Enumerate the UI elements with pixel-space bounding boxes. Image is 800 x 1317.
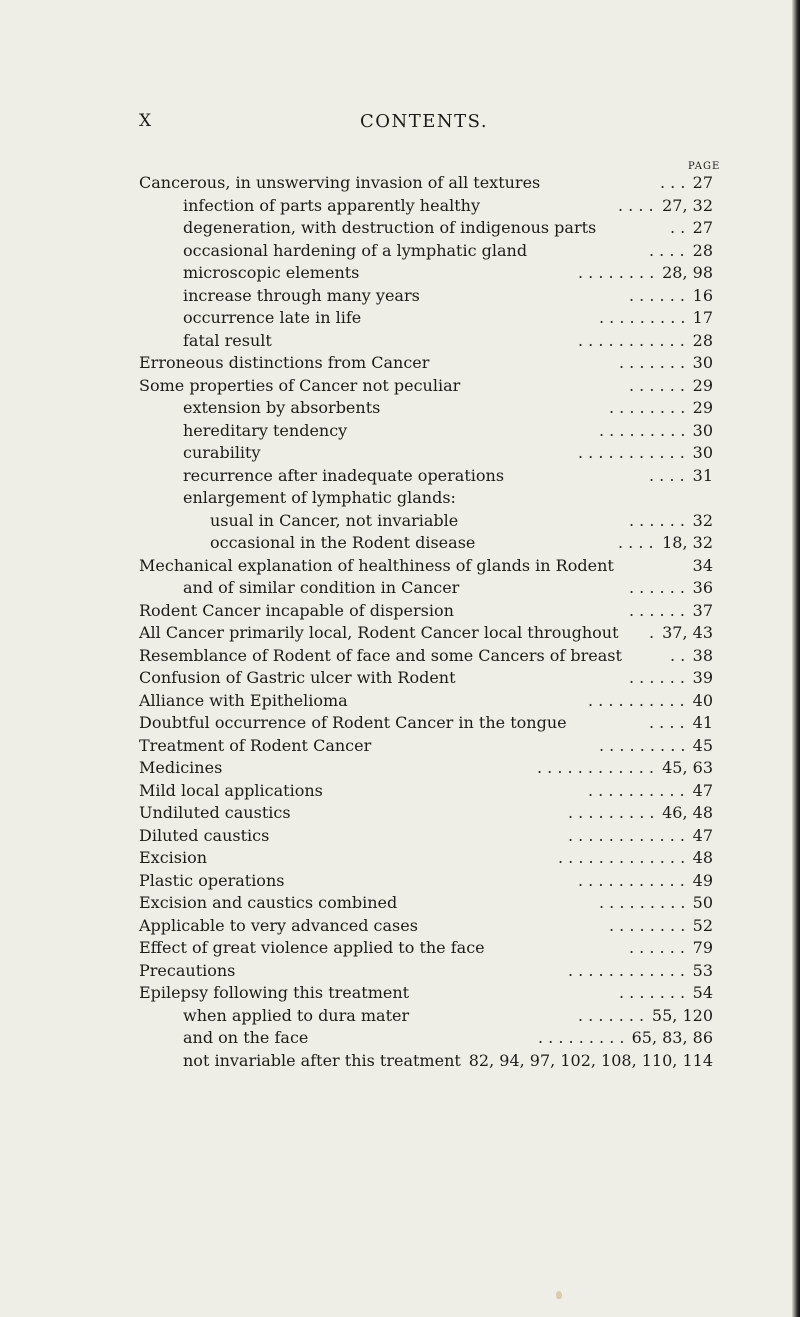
entry-page-numbers: 52 — [692, 915, 713, 935]
running-title: CONTENTS. — [360, 111, 489, 132]
paper-speck — [556, 1291, 562, 1299]
entry-title: and on the face — [183, 1028, 309, 1047]
contents-entry — [0, 510, 800, 533]
entry-title: Mechanical explanation of healthiness of glands in Rodent — [139, 555, 614, 575]
entry-title: Medicines — [139, 758, 223, 777]
contents-entry — [0, 577, 800, 600]
entry-title: Diluted caustics — [139, 825, 270, 845]
dot-leader: . . . . . . . . . . . . . — [558, 848, 686, 867]
entry-page-numbers: 28 — [692, 240, 713, 260]
dot-leader: . . . . . . . — [578, 1005, 645, 1025]
dot-leader: . . . . . . — [629, 668, 685, 687]
entry-title: Resemblance of Rodent of face and some Cancers of breast — [139, 645, 622, 665]
contents-entry — [0, 532, 800, 555]
entry-title: Effect of great violence applied to the face — [139, 938, 485, 957]
entry-page-numbers: 34 — [692, 555, 713, 575]
contents-entry — [0, 262, 800, 285]
contents-entry — [0, 397, 800, 420]
contents-entry — [0, 352, 800, 375]
dot-leader: . . . . . . . . . . . — [578, 870, 685, 890]
dot-leader: . . . . . . . . — [578, 263, 655, 282]
entry-page-numbers: 39 — [692, 668, 713, 687]
dot-leader: . . . . . . — [629, 375, 685, 395]
entry-page-numbers: 45 — [692, 735, 713, 755]
dot-leader: . . . . . . — [629, 578, 685, 597]
entry-page-numbers: 16 — [692, 285, 713, 305]
entry-title: Plastic operations — [139, 870, 285, 890]
entry-title: and of similar condition in Cancer — [183, 578, 460, 597]
contents-entry — [0, 420, 800, 443]
contents-entry — [0, 982, 800, 1005]
contents-entry — [0, 1005, 800, 1028]
entry-title: Confusion of Gastric ulcer with Rodent — [139, 668, 456, 687]
entry-page-numbers: 79 — [692, 938, 713, 957]
contents-entry — [0, 825, 800, 848]
entry-title: curability — [183, 443, 261, 462]
entry-title: Excision and caustics combined — [139, 893, 398, 912]
contents-entry — [0, 172, 800, 195]
dot-leader: . . . — [660, 173, 686, 192]
entry-page-numbers: 28, 98 — [662, 263, 713, 282]
contents-entry — [0, 735, 800, 758]
contents-entry — [0, 960, 800, 983]
dot-leader: . . . . . . . . . . — [588, 690, 685, 710]
entry-title: usual in Cancer, not invariable — [210, 510, 459, 530]
entry-page-numbers: 46, 48 — [662, 803, 713, 822]
dot-leader: . . . . . . . . . . . — [578, 330, 685, 350]
entry-page-numbers: 41 — [692, 713, 713, 732]
contents-entry — [0, 330, 800, 353]
contents-entry — [0, 600, 800, 623]
entry-title: Cancerous, in unswerving invasion of all textures — [139, 173, 541, 192]
dot-leader: . . . . . . . . . — [599, 735, 686, 755]
entry-title: Alliance with Epithelioma — [139, 690, 348, 710]
dot-leader: . . . . — [618, 195, 654, 215]
contents-entry — [0, 645, 800, 668]
entry-title: enlargement of lymphatic glands: — [183, 488, 456, 507]
entry-title: when applied to dura mater — [183, 1005, 410, 1025]
contents-entry — [0, 285, 800, 308]
contents-list — [0, 172, 800, 1072]
dot-leader: . . . . . . . . — [609, 398, 686, 417]
entry-page-numbers: 49 — [692, 870, 713, 890]
entry-page-numbers: 29 — [692, 398, 713, 417]
entry-page-numbers: 31 — [692, 465, 713, 485]
entry-title: Epilepsy following this treatment — [139, 983, 410, 1002]
dot-leader: . . . . . . — [629, 285, 685, 305]
entry-title: Mild local applications — [139, 780, 323, 800]
dot-leader: . . . . . . . — [619, 983, 686, 1002]
entry-title: Precautions — [139, 960, 236, 980]
dot-leader: . . . . . . — [629, 938, 685, 957]
entry-page-numbers: 48 — [692, 848, 713, 867]
contents-entry — [0, 442, 800, 465]
entry-title: Treatment of Rodent Cancer — [139, 735, 372, 755]
entry-page-numbers: 47 — [692, 780, 713, 800]
contents-entry — [0, 870, 800, 893]
contents-entry — [0, 307, 800, 330]
contents-entry — [0, 667, 800, 690]
entry-title: degeneration, with destruction of indigenous parts — [183, 218, 597, 237]
dot-leader: . . . . . . . . . . . . — [568, 960, 685, 980]
entry-title: occasional in the Rodent disease — [210, 533, 476, 552]
dot-leader: . . — [670, 218, 686, 237]
dot-leader: . . . . . . . . . . . — [578, 443, 685, 462]
entry-page-numbers: 82, 94, 97, 102, 108, 110, 114 — [468, 1050, 713, 1070]
entry-title: occasional hardening of a lymphatic gland — [183, 240, 528, 260]
contents-entry — [0, 1050, 800, 1073]
entry-page-numbers: 30 — [692, 420, 713, 440]
dot-leader: . . . . . . . . . — [599, 893, 686, 912]
contents-entry — [0, 757, 800, 780]
entry-page-numbers: 54 — [692, 983, 713, 1002]
entry-page-numbers: 40 — [692, 690, 713, 710]
contents-entry — [0, 622, 800, 645]
page-number: X — [139, 111, 153, 131]
contents-entry — [0, 712, 800, 735]
entry-title: infection of parts apparently healthy — [183, 195, 480, 215]
entry-page-numbers: 37, 43 — [662, 623, 713, 642]
dot-leader: . . . . . . . . . . — [588, 780, 685, 800]
dot-leader: . . . . . . . . . — [538, 1028, 625, 1047]
entry-page-numbers: 38 — [692, 645, 713, 665]
entry-page-numbers: 27 — [692, 218, 713, 237]
dot-leader: . . . . — [618, 533, 654, 552]
book-page-edge — [792, 0, 800, 1317]
contents-entry — [0, 487, 800, 510]
entry-page-numbers: 30 — [692, 443, 713, 462]
contents-entry — [0, 375, 800, 398]
dot-leader: . . . . . . . . . — [599, 308, 686, 327]
contents-entry — [0, 195, 800, 218]
entry-page-numbers: 30 — [692, 353, 713, 372]
entry-title: Rodent Cancer incapable of dispersion — [139, 600, 454, 620]
entry-page-numbers: 28 — [692, 330, 713, 350]
entry-page-numbers: 36 — [692, 578, 713, 597]
dot-leader: . . . . . . . . — [609, 915, 686, 935]
dot-leader: . . . . . . — [629, 600, 685, 620]
page-column-heading: PAGE — [688, 161, 721, 172]
entry-title: Doubtful occurrence of Rodent Cancer in the tongue — [139, 713, 567, 732]
contents-entry — [0, 892, 800, 915]
dot-leader: . . . . — [649, 465, 685, 485]
dot-leader: . . . . . . . . . — [568, 803, 655, 822]
contents-entry — [0, 915, 800, 938]
contents-entry — [0, 937, 800, 960]
page-header — [0, 111, 800, 141]
dot-leader: . . . . . . . . . — [599, 420, 686, 440]
entry-title: All Cancer primarily local, Rodent Cancer local throughout — [139, 623, 619, 642]
contents-entry — [0, 780, 800, 803]
entry-title: microscopic elements — [183, 263, 360, 282]
entry-page-numbers: 65, 83, 86 — [631, 1028, 713, 1047]
dot-leader: . — [649, 623, 655, 642]
entry-title: hereditary tendency — [183, 420, 348, 440]
dot-leader: . . . . . . . — [619, 353, 686, 372]
entry-page-numbers: 37 — [692, 600, 713, 620]
entry-page-numbers: 17 — [692, 308, 713, 327]
entry-page-numbers: 18, 32 — [662, 533, 713, 552]
entry-page-numbers: 55, 120 — [651, 1005, 713, 1025]
contents-entry — [0, 847, 800, 870]
entry-title: Undiluted caustics — [139, 803, 291, 822]
entry-title: Some properties of Cancer not peculiar — [139, 375, 461, 395]
contents-entry — [0, 802, 800, 825]
entry-title: fatal result — [183, 330, 272, 350]
contents-entry — [0, 555, 800, 578]
dot-leader: . . — [670, 645, 686, 665]
contents-entry — [0, 690, 800, 713]
entry-title: extension by absorbents — [183, 398, 381, 417]
entry-page-numbers: 50 — [692, 893, 713, 912]
entry-title: increase through many years — [183, 285, 420, 305]
dot-leader: . . . . — [649, 713, 685, 732]
entry-page-numbers: 32 — [692, 510, 713, 530]
entry-page-numbers: 29 — [692, 375, 713, 395]
entry-title: Excision — [139, 848, 208, 867]
entry-title: Applicable to very advanced cases — [139, 915, 418, 935]
contents-entry — [0, 465, 800, 488]
contents-entry — [0, 217, 800, 240]
entry-title: Erroneous distinctions from Cancer — [139, 353, 430, 372]
entry-page-numbers: 53 — [692, 960, 713, 980]
contents-entry — [0, 1027, 800, 1050]
entry-title: not invariable after this treatment — [183, 1050, 461, 1070]
contents-entry — [0, 240, 800, 263]
dot-leader: . . . . . . — [629, 510, 685, 530]
dot-leader: . . . . . . . . . . . . — [537, 758, 654, 777]
entry-page-numbers: 45, 63 — [662, 758, 713, 777]
entry-title: recurrence after inadequate operations — [183, 465, 505, 485]
entry-page-numbers: 27, 32 — [662, 195, 713, 215]
dot-leader: . . . . . . . . . . . . — [568, 825, 685, 845]
entry-title: occurrence late in life — [183, 308, 362, 327]
entry-page-numbers: 47 — [692, 825, 713, 845]
entry-page-numbers: 27 — [692, 173, 713, 192]
dot-leader: . . . . — [649, 240, 685, 260]
